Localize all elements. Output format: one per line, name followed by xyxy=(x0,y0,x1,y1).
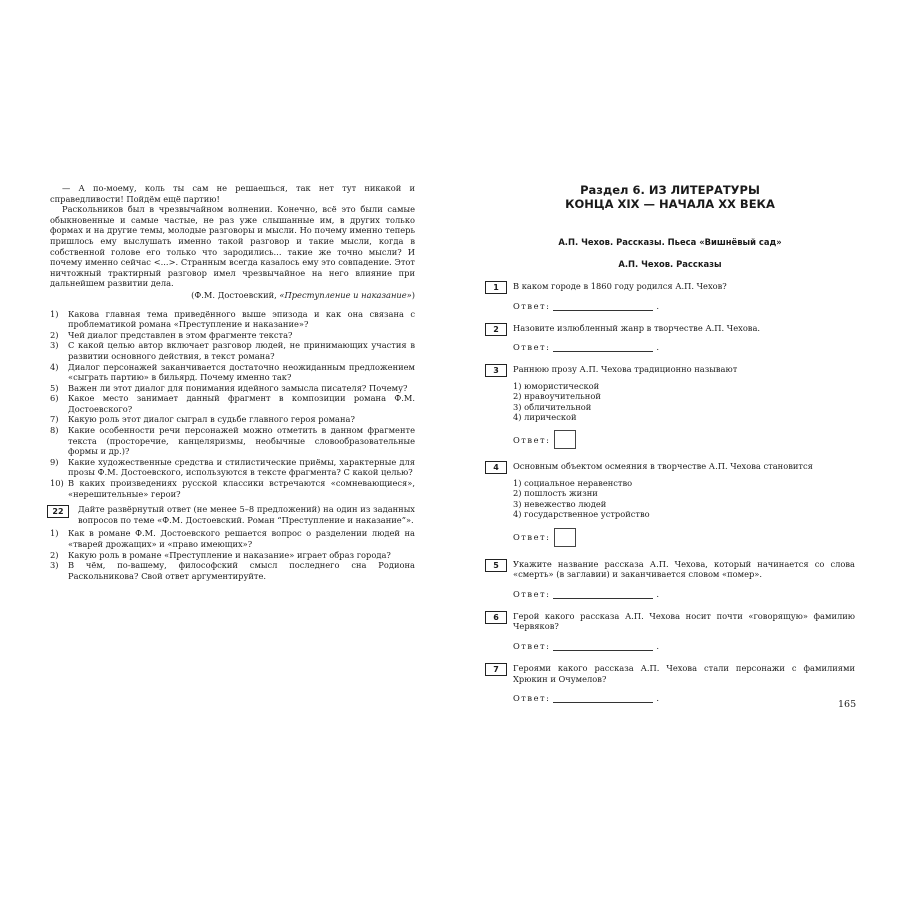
excerpt-paragraph-2: Раскольников был в чрезвычайном волнении. Конечно, всё это были самые обыкновенные и самые частые, не раз уже слышанные им, в других только формах и на другие темы, молодые разговоры и мысли. Но почему именно теперь пришлось ему выслушать именно такой разговор и такие мысли, когда в собственной голове его только что зародились... такие же точно мысли? И почему именно сейчас <...>. Странным всегда казалось ему это совпадение. Этот ничтожный трактирный разговор имел чрезвычайное на него влияние при дальнейшем развитии дела. xyxy=(50,204,415,289)
question-number: 2) xyxy=(50,329,59,340)
question-item xyxy=(50,528,415,549)
task-number-box: 4 xyxy=(485,461,507,474)
attribution-work: «Преступление и наказание» xyxy=(279,289,412,300)
answer-blank-line[interactable] xyxy=(553,642,653,651)
excerpt-text xyxy=(50,183,415,289)
task-5 xyxy=(485,559,855,599)
answer-box[interactable] xyxy=(554,430,576,449)
answer-options xyxy=(513,478,855,520)
excerpt-questions-list xyxy=(50,309,415,500)
question-number: 7) xyxy=(50,414,59,425)
question-text: Диалог персонажей заканчивается достаточно неожиданным предложением «сыграть партию» в бильярд. Почему именно так? xyxy=(68,361,415,383)
question-item xyxy=(50,478,415,499)
task-question: Герой какого рассказа А.П. Чехова носит почти «говорящую» фамилию Червяков? xyxy=(513,610,855,632)
question-item xyxy=(50,330,415,341)
question-number: 5) xyxy=(50,382,59,393)
answer-label: Ответ: xyxy=(513,693,551,704)
task-number-box: 1 xyxy=(485,281,507,294)
question-text: Какую роль в романе «Преступление и наказание» играет образ города? xyxy=(68,549,391,560)
topic-subsubtitle: А.П. Чехов. Рассказы xyxy=(618,259,722,269)
task-question: Раннюю прозу А.П. Чехова традиционно называют xyxy=(513,364,738,375)
attribution-close: ) xyxy=(411,289,415,300)
answer-row xyxy=(513,641,855,651)
question-number: 2) xyxy=(50,549,59,560)
question-item xyxy=(50,362,415,383)
question-number: 6) xyxy=(50,393,59,404)
answer-blank-line[interactable] xyxy=(553,302,653,311)
task-question: Героями какого рассказа А.П. Чехова стали персонажи с фамилиями Хрюкин и Очумелов? xyxy=(513,663,855,684)
question-item xyxy=(50,383,415,394)
question-text: Как в романе Ф.М. Достоевского решается вопрос о разделении людей на «тварей дрожащих» и «право имеющих»? xyxy=(68,528,415,549)
answer-option: 4) государственное устройство xyxy=(513,509,650,520)
answer-label: Ответ: xyxy=(513,342,551,353)
question-text: В каких произведениях русской классики встречаются «сомневающиеся», «нерешительные» герои? xyxy=(68,478,415,499)
question-number: 3) xyxy=(50,560,59,571)
task-question: Назовите излюбленный жанр в творчестве А.П. Чехова. xyxy=(513,322,761,333)
task-number-box: 6 xyxy=(485,611,507,624)
answer-option: 2) пошлость жизни xyxy=(513,488,598,499)
answer-blank-line[interactable] xyxy=(553,343,653,352)
answer-row xyxy=(513,589,855,599)
answer-row xyxy=(513,693,855,703)
question-number: 4) xyxy=(50,361,59,372)
question-item xyxy=(50,309,415,330)
task-number-box: 5 xyxy=(485,559,507,572)
question-item xyxy=(50,414,415,425)
left-page xyxy=(50,183,415,581)
question-number: 1) xyxy=(50,308,59,319)
answer-options xyxy=(513,381,855,423)
answer-option: 1) юмористической xyxy=(513,380,600,391)
tasks-list xyxy=(485,281,855,703)
answer-option: 3) невежество людей xyxy=(513,498,607,509)
excerpt-attribution xyxy=(50,290,415,301)
task-question: В каком городе в 1860 году родился А.П. Чехов? xyxy=(513,281,727,291)
question-number: 9) xyxy=(50,456,59,467)
page-number: 165 xyxy=(838,699,857,710)
question-number: 1) xyxy=(50,528,59,539)
answer-blank-line[interactable] xyxy=(553,590,653,599)
task-number-box: 3 xyxy=(485,364,507,377)
section-title-line-2: КОНЦА XIX — НАЧАЛА XX ВЕКА xyxy=(565,197,775,211)
section-title-line-1: Раздел 6. ИЗ ЛИТЕРАТУРЫ xyxy=(580,183,760,197)
task-7 xyxy=(485,663,855,703)
answer-option: 3) обличительной xyxy=(513,401,592,412)
question-number: 8) xyxy=(50,425,59,436)
question-text: Какие особенности речи персонажей можно отметить в данном фрагменте текста (просторечие, канцеляризмы, необычные словообразовательные формы и др.)? xyxy=(68,425,415,457)
question-text: Какое место занимает данный фрагмент в композиции романа Ф.М. Достоевского? xyxy=(68,393,415,414)
answer-option: 1) социальное неравенство xyxy=(513,478,633,488)
topic-subtitle: А.П. Чехов. Рассказы. Пьеса «Вишнёвый сад» xyxy=(558,237,782,247)
answer-period: . xyxy=(656,641,661,651)
answer-option: 2) нравоучительной xyxy=(513,391,601,402)
task-3 xyxy=(485,364,855,449)
answer-label: Ответ: xyxy=(513,641,551,651)
answer-label: Ответ: xyxy=(513,300,551,311)
answer-period: . xyxy=(656,300,661,311)
right-page xyxy=(485,183,855,715)
question-text: Чей диалог представлен в этом фрагменте текста? xyxy=(68,329,293,340)
answer-label: Ответ: xyxy=(513,588,551,599)
answer-blank-line[interactable] xyxy=(553,694,653,703)
question-item xyxy=(50,560,415,581)
excerpt-paragraph-1: — А по-моему, коль ты сам не решаешься, так нет тут никакой и справедливости! Пойдём ещё партию! xyxy=(50,183,415,204)
question-item xyxy=(50,393,415,414)
task-4 xyxy=(485,461,855,546)
answer-row xyxy=(513,301,855,311)
task-22-intro: Дайте развёрнутый ответ (не менее 5–8 предложений) на один из заданных вопросов по теме «Ф.М. Достоевский. Роман “Преступление и наказание”». xyxy=(78,504,415,525)
answer-label: Ответ: xyxy=(513,434,551,445)
task-number-box: 2 xyxy=(485,323,507,336)
question-text: С какой целью автор включает разговор людей, не принимающих участия в развитии основного действия, в текст романа? xyxy=(68,340,415,361)
task-2 xyxy=(485,323,855,353)
answer-row xyxy=(513,430,855,449)
question-number: 3) xyxy=(50,340,59,351)
question-text: Важен ли этот диалог для понимания идейного замысла писателя? Почему? xyxy=(68,382,408,393)
question-text: Какова главная тема приведённого выше эпизода и как она связана с проблематикой романа «Преступление и наказание»? xyxy=(68,308,415,330)
task-6 xyxy=(485,611,855,651)
question-item xyxy=(50,550,415,561)
task-22-questions-list xyxy=(50,528,415,581)
task-number-box: 7 xyxy=(485,663,507,676)
answer-row xyxy=(513,528,855,547)
question-item xyxy=(50,457,415,478)
task-question: Основным объектом осмеяния в творчестве А.П. Чехова становится xyxy=(513,461,813,472)
attribution-author: (Ф.М. Достоевский, xyxy=(191,289,280,300)
answer-box[interactable] xyxy=(554,528,576,547)
answer-period: . xyxy=(656,342,661,353)
question-text: В чём, по-вашему, философский смысл последнего сна Родиона Раскольникова? Свой ответ аргументируйте. xyxy=(68,560,415,581)
section-title xyxy=(485,183,855,211)
question-number: 10) xyxy=(50,478,64,489)
question-item xyxy=(50,425,415,457)
question-text: Какие художественные средства и стилистические приёмы, характерные для прозы Ф.М. Достоевского, используются в тексте фрагмента? С какой целью? xyxy=(68,456,415,478)
answer-period: . xyxy=(656,693,661,704)
task-1 xyxy=(485,281,855,311)
task-number-box: 22 xyxy=(47,505,69,518)
question-text: Какую роль этот диалог сыграл в судьбе главного героя романа? xyxy=(68,414,355,425)
question-item xyxy=(50,340,415,361)
answer-row xyxy=(513,342,855,352)
task-question: Укажите название рассказа А.П. Чехова, который начинается со слова «смерть» (в заглавии) и заканчивается словом «помер». xyxy=(513,558,855,580)
task-22 xyxy=(50,504,415,581)
answer-period: . xyxy=(656,588,661,599)
answer-label: Ответ: xyxy=(513,532,551,543)
answer-option: 4) лирической xyxy=(513,412,577,422)
